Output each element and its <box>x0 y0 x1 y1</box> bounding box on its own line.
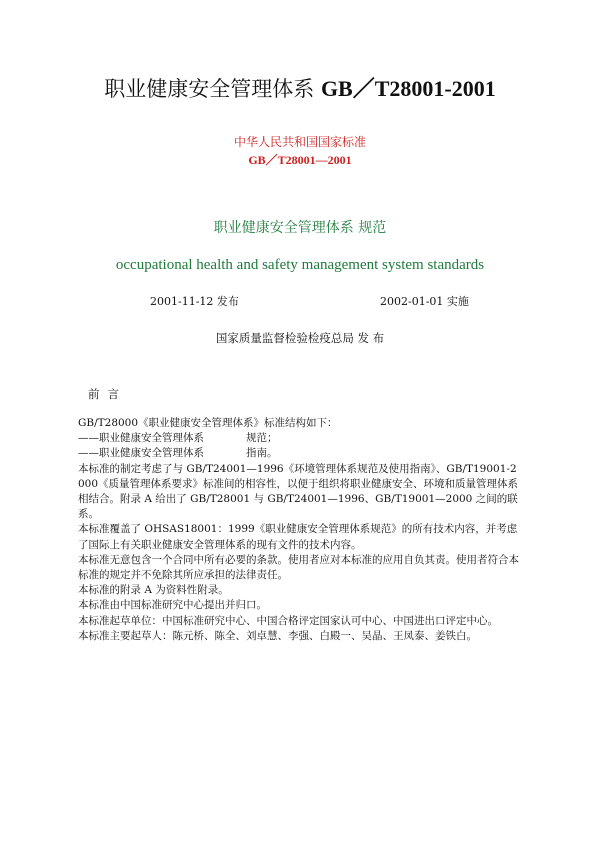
body-paragraph: 本标准由中国标准研究中心提出并归口。 <box>78 599 267 612</box>
structure-item <box>78 446 522 461</box>
body-paragraph: 本标准无意包含一个合同中所有必要的条款。使用者应对本标准的应用自负其责。使用者符合本标准的规定并不免除其所应承担的法律责任。 <box>78 553 519 582</box>
structure-item-name: ——职业健康安全管理体系 <box>78 447 204 460</box>
body-paragraph: 本标准主要起草人：陈元桥、陈全、刘卓慧、李强、白殿一、吴晶、王凤泰、姜铁白。 <box>78 629 477 642</box>
body-intro: GB/T28000《职业健康安全管理体系》标准结构如下： <box>78 417 338 429</box>
body-paragraph: 本标准覆盖了 OHSAS18001：1999《职业健康安全管理体系规范》的所有技术内容，并考虑了国际上有关职业健康安全管理体系的现有文件的技术内容。 <box>78 523 518 551</box>
body-paragraph: 本标准的附录 A 为资料性附录。 <box>78 584 229 597</box>
standard-code: GB／T28001—2001 <box>248 153 352 167</box>
structure-item <box>78 431 522 446</box>
publisher: 国家质量监督检验检疫总局 发 布 <box>215 331 385 345</box>
subtitle-chinese: 职业健康安全管理体系 规范 <box>213 220 387 236</box>
foreword-body <box>78 416 522 644</box>
foreword-heading: 前言 <box>88 387 127 401</box>
body-paragraph: 本标准的制定考虑了与 GB/T24001—1996《环境管理体系规范及使用指南》、GB/T19001-2000《质量管理体系要求》标准间的相容性，以便于组织将职业健康安全、环境和质量管理体系相结合。附录 A 给出了 GB/T28001 与 GB/T24001—1996、GB/T19001—2000 之间的联系。 <box>78 462 519 521</box>
effective-date: 2002-01-01 实施 <box>380 295 469 308</box>
document-title-text: 职业健康安全管理体系 <box>104 77 315 101</box>
body-paragraph: 本标准起草单位：中国标准研究中心、中国合格评定国家认可中心、中国进出口评定中心。 <box>78 614 498 627</box>
issue-date: 2001-11-12 发布 <box>150 295 239 308</box>
subtitle-english: occupational health and safety management system standards <box>115 257 485 273</box>
structure-item-part: 规范； <box>246 432 278 445</box>
standard-name: 中华人民共和国国家标准 <box>233 135 366 149</box>
document-title <box>0 74 600 104</box>
document-title-code: GB／T28001-2001 <box>320 76 496 101</box>
structure-item-part: 指南。 <box>246 447 278 460</box>
structure-item-name: ——职业健康安全管理体系 <box>78 432 204 445</box>
